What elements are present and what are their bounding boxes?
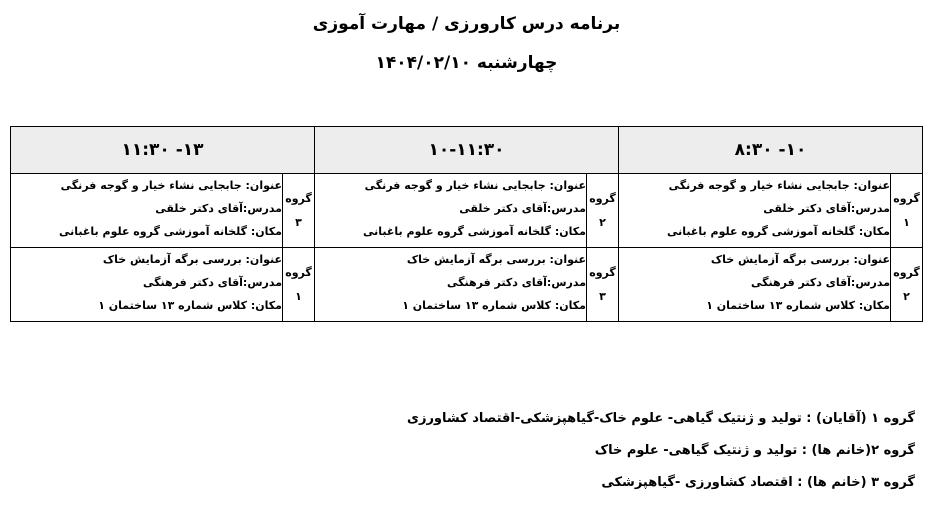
session-place: مکان: گلخانه آموزشی گروه علوم باغبانی (667, 225, 890, 238)
group-note: گروه ۳ (خانم ها) : اقتصاد کشاورزی -گیاهپزشکی (601, 475, 915, 490)
session-teacher: مدرس:آقای دکتر فرهنگی (143, 276, 282, 289)
group-cell: گروه ۱ (891, 174, 923, 248)
session-cell (315, 174, 587, 248)
group-cell: گروه ۲ (587, 174, 619, 248)
session-title: عنوان: جابجایی نشاء خیار و گوجه فرنگی (668, 179, 890, 192)
session-cell (11, 248, 283, 322)
session-title: عنوان: جابجایی نشاء خیار و گوجه فرنگی (364, 179, 586, 192)
schedule-table (10, 126, 923, 322)
session-place: مکان: کلاس شماره ۱۳ ساختمان ۱ (706, 299, 890, 312)
table-row (11, 248, 923, 322)
session-cell (619, 174, 891, 248)
session-place: مکان: گلخانه آموزشی گروه علوم باغبانی (59, 225, 282, 238)
time-slot-header: ۱۰-۱۱:۳۰ (315, 127, 619, 174)
group-cell: گروه ۱ (283, 248, 315, 322)
session-place: مکان: گلخانه آموزشی گروه علوم باغبانی (363, 225, 586, 238)
session-cell (619, 248, 891, 322)
session-cell (315, 248, 587, 322)
time-slot-header: ۸:۳۰ -۱۰ (619, 127, 923, 174)
group-cell: گروه ۲ (891, 248, 923, 322)
header-row (11, 127, 923, 174)
date-heading: چهارشنبه ۱۴۰۴/۰۲/۱۰ (375, 53, 558, 73)
session-teacher: مدرس:آقای دکتر خلقی (155, 202, 282, 215)
page-title: برنامه درس کارورزی / مهارت آموزی (312, 14, 621, 34)
session-teacher: مدرس:آقای دکتر خلقی (459, 202, 586, 215)
group-note: گروه ۲(خانم ها) : تولید و ژنتیک گیاهی- علوم خاک (594, 443, 915, 458)
session-title: عنوان: بررسی برگه آزمایش خاک (102, 253, 282, 266)
group-notes (407, 403, 915, 499)
time-slot-header: ۱۱:۳۰ -۱۳ (11, 127, 315, 174)
group-cell: گروه ۳ (283, 174, 315, 248)
group-note: گروه ۱ (آقایان) : تولید و ژنتیک گیاهی- علوم خاک-گیاهپزشکی-اقتصاد کشاورزی (407, 411, 915, 426)
session-place: مکان: کلاس شماره ۱۳ ساختمان ۱ (402, 299, 586, 312)
session-teacher: مدرس:آقای دکتر خلقی (763, 202, 890, 215)
table-row (11, 174, 923, 248)
session-title: عنوان: بررسی برگه آزمایش خاک (406, 253, 586, 266)
session-title: عنوان: بررسی برگه آزمایش خاک (710, 253, 890, 266)
session-cell (11, 174, 283, 248)
session-teacher: مدرس:آقای دکتر فرهنگی (751, 276, 890, 289)
session-title: عنوان: جابجایی نشاء خیار و گوجه فرنگی (60, 179, 282, 192)
session-place: مکان: کلاس شماره ۱۳ ساختمان ۱ (98, 299, 282, 312)
session-teacher: مدرس:آقای دکتر فرهنگی (447, 276, 586, 289)
group-cell: گروه ۳ (587, 248, 619, 322)
